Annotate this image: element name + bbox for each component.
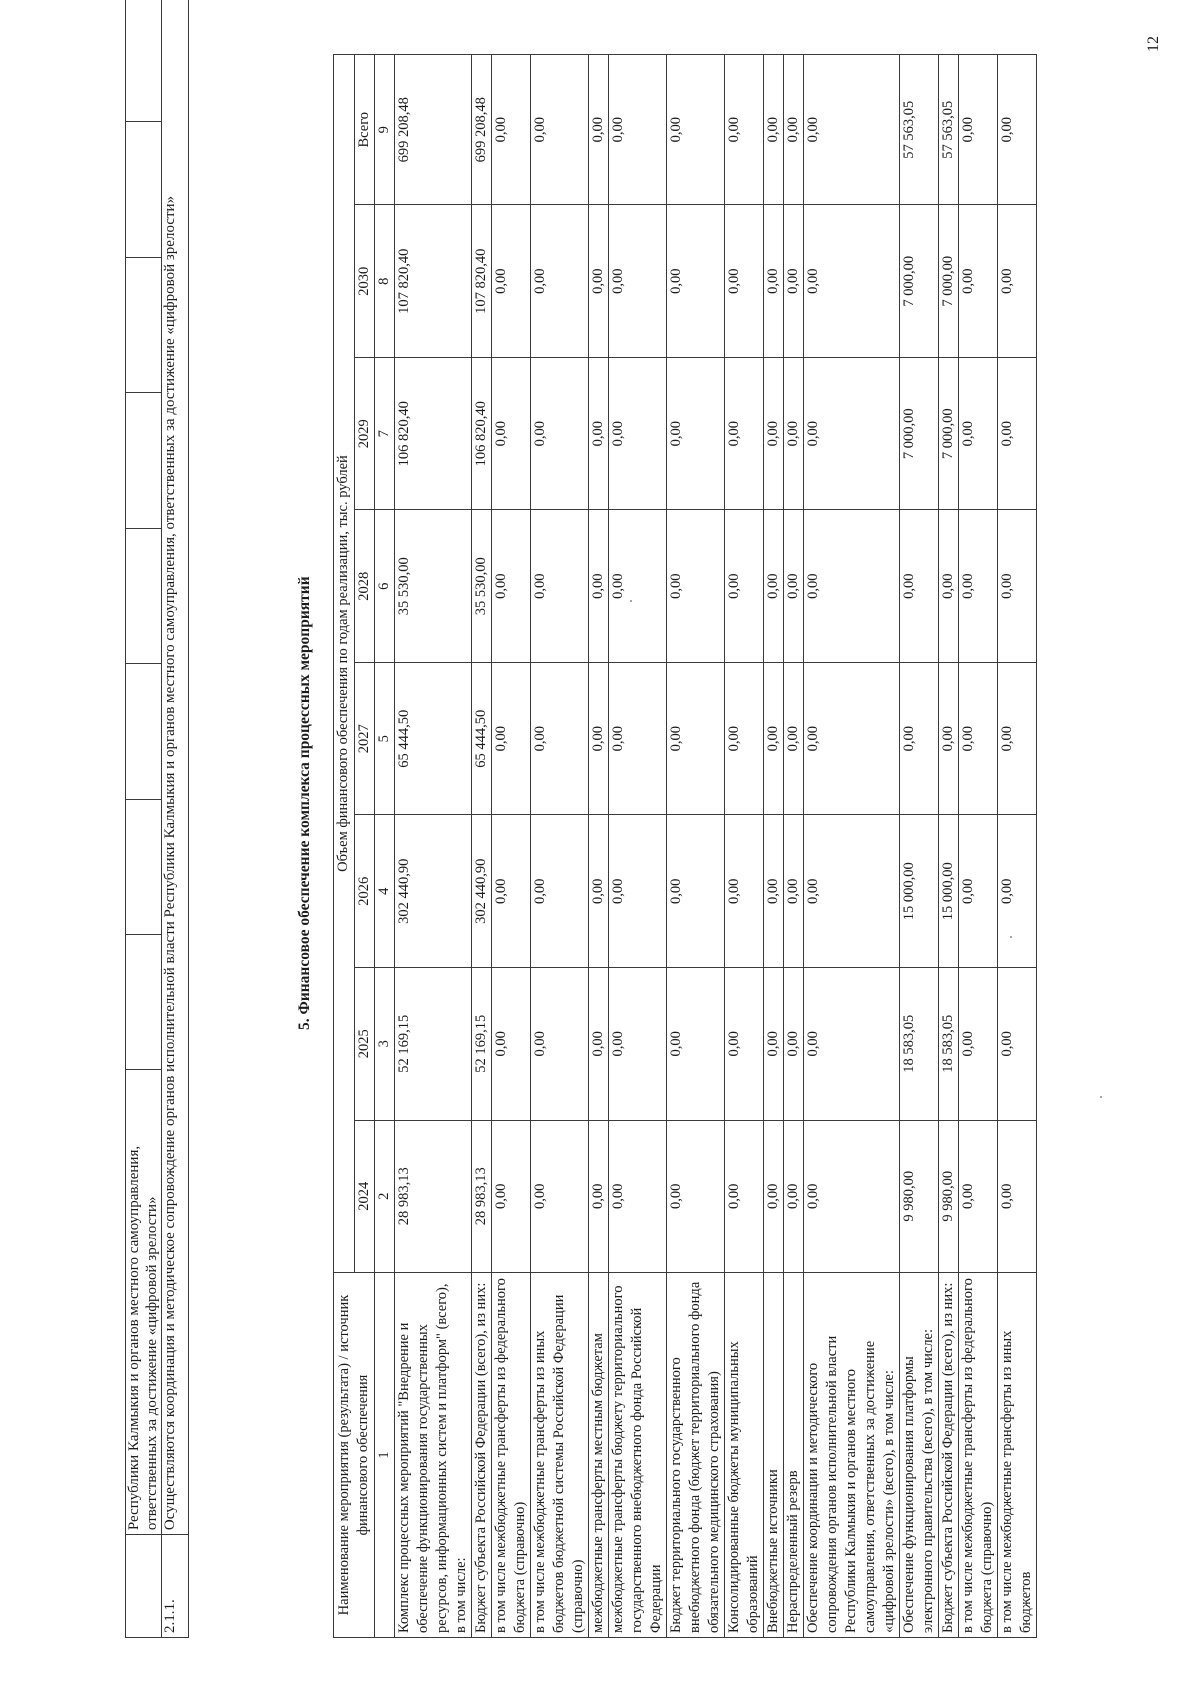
column-number-cell: 3 — [375, 968, 395, 1121]
value-cell: 15 000,00 — [900, 815, 939, 968]
year-header-cell: Всего — [354, 55, 375, 205]
value-cell: 0,00 — [998, 1120, 1037, 1273]
value-cell: 0,00 — [667, 205, 725, 358]
top-table-row-2-1-1 — [162, 0, 189, 1638]
header-volume: Объем финансового обеспечения по годам реализации, тыс. рублей — [334, 55, 355, 1273]
column-number-cell: 6 — [375, 510, 395, 663]
value-cell: 35 530,00 — [472, 510, 492, 663]
section-title: 5. Финансовое обеспечение комплекса процессных мероприятий — [296, 576, 313, 1030]
value-cell: 9 980,00 — [939, 1120, 959, 1273]
source-cell: Комплекс процессных мероприятий "Внедрение и обеспечение функционирования государственных ресурсов, информационных систем и платформ" (всего), в том числе: — [395, 1273, 472, 1638]
value-cell: 0,00 — [959, 357, 998, 510]
value-cell: 0,00 — [609, 968, 667, 1121]
value-cell: 0,00 — [531, 1120, 589, 1273]
value-cell: 0,00 — [725, 510, 764, 663]
table-row — [959, 55, 998, 1638]
value-cell: 0,00 — [764, 357, 784, 510]
year-header-cell: 2026 — [354, 815, 375, 968]
scan-speck — [1100, 1096, 1102, 1098]
value-cell: 0,00 — [492, 968, 531, 1121]
year-header-cell: 2028 — [354, 510, 375, 663]
empty-cell — [126, 934, 162, 1069]
value-cell: 0,00 — [939, 662, 959, 815]
value-cell: 0,00 — [725, 205, 764, 358]
scan-speck — [1010, 936, 1012, 938]
source-cell: межбюджетные трансферты бюджету территориального государственного внебюджетного фонда Российской Федерации — [609, 1273, 667, 1638]
value-cell: 0,00 — [589, 510, 609, 663]
value-cell: 0,00 — [784, 55, 804, 205]
value-cell: 0,00 — [667, 815, 725, 968]
top-table — [125, 0, 189, 1638]
value-cell: 0,00 — [959, 55, 998, 205]
value-cell: 0,00 — [998, 662, 1037, 815]
table-row — [764, 55, 784, 1638]
value-cell: 699 208,48 — [395, 55, 472, 205]
table-row — [939, 55, 959, 1638]
value-cell: 0,00 — [784, 815, 804, 968]
value-cell: 0,00 — [804, 1120, 900, 1273]
value-cell: 0,00 — [609, 510, 667, 663]
value-cell: 0,00 — [784, 1120, 804, 1273]
table-row — [531, 55, 589, 1638]
table-row — [784, 55, 804, 1638]
empty-cell — [126, 528, 162, 663]
value-cell: 302 440,90 — [472, 815, 492, 968]
column-number-cell: 4 — [375, 815, 395, 968]
table-row — [804, 55, 900, 1638]
year-header-cell: 2030 — [354, 205, 375, 358]
value-cell: 28 983,13 — [472, 1120, 492, 1273]
value-cell: 0,00 — [764, 205, 784, 358]
value-cell: 0,00 — [725, 1120, 764, 1273]
source-cell: Бюджет субъекта Российской Федерации (всего), из них: — [472, 1273, 492, 1638]
value-cell: 107 820,40 — [472, 205, 492, 358]
value-cell: 0,00 — [804, 815, 900, 968]
value-cell: 0,00 — [667, 55, 725, 205]
top-table-row-continued — [126, 0, 162, 1638]
value-cell: 0,00 — [764, 1120, 784, 1273]
value-cell: 0,00 — [531, 205, 589, 358]
empty-cell — [126, 122, 162, 257]
value-cell: 0,00 — [725, 55, 764, 205]
source-cell: в том числе межбюджетные трансферты из иных бюджетов бюджетной системы Российской Федерации (справочно) — [531, 1273, 589, 1638]
value-cell: 0,00 — [959, 1120, 998, 1273]
value-cell: 0,00 — [764, 968, 784, 1121]
financing-table — [333, 54, 1037, 1638]
value-cell: 7 000,00 — [900, 205, 939, 358]
value-cell: 0,00 — [492, 510, 531, 663]
source-cell: Бюджет субъекта Российской Федерации (всего), из них: — [939, 1273, 959, 1638]
value-cell: 699 208,48 — [472, 55, 492, 205]
value-cell: 0,00 — [959, 662, 998, 815]
source-cell: Консолидированные бюджеты муниципальных образований — [725, 1273, 764, 1638]
year-header-cell: 2027 — [354, 662, 375, 815]
value-cell: 0,00 — [804, 968, 900, 1121]
value-cell: 0,00 — [609, 662, 667, 815]
value-cell: 0,00 — [900, 662, 939, 815]
value-cell: 57 563,05 — [900, 55, 939, 205]
table-row — [589, 55, 609, 1638]
value-cell: 0,00 — [667, 510, 725, 663]
value-cell: 0,00 — [492, 205, 531, 358]
table-row — [900, 55, 939, 1638]
header-source: Наименование мероприятия (результата) / источник финансового обеспечения — [334, 1273, 375, 1638]
value-cell: 0,00 — [804, 662, 900, 815]
value-cell: 0,00 — [784, 357, 804, 510]
value-cell: 0,00 — [667, 357, 725, 510]
value-cell: 0,00 — [492, 55, 531, 205]
value-cell: 0,00 — [804, 205, 900, 358]
value-cell: 0,00 — [998, 55, 1037, 205]
header-row — [334, 55, 355, 1638]
source-cell: в том числе межбюджетные трансферты из иных бюджетов — [998, 1273, 1037, 1638]
table-row — [667, 55, 725, 1638]
value-cell: 9 980,00 — [900, 1120, 939, 1273]
value-cell: 0,00 — [667, 662, 725, 815]
value-cell: 106 820,40 — [395, 357, 472, 510]
source-cell: Внебюджетные источники — [764, 1273, 784, 1638]
value-cell: 0,00 — [784, 662, 804, 815]
value-cell: 0,00 — [725, 815, 764, 968]
value-cell: 52 169,15 — [472, 968, 492, 1121]
value-cell: 302 440,90 — [395, 815, 472, 968]
value-cell: 0,00 — [531, 357, 589, 510]
value-cell: 7 000,00 — [939, 357, 959, 510]
value-cell: 0,00 — [998, 205, 1037, 358]
value-cell: 65 444,50 — [395, 662, 472, 815]
table-row — [725, 55, 764, 1638]
value-cell: 0,00 — [784, 510, 804, 663]
value-cell: 0,00 — [764, 662, 784, 815]
value-cell: 0,00 — [725, 968, 764, 1121]
value-cell: 0,00 — [589, 357, 609, 510]
value-cell: 0,00 — [784, 205, 804, 358]
value-cell: 7 000,00 — [900, 357, 939, 510]
value-cell: 0,00 — [492, 662, 531, 815]
value-cell: 0,00 — [804, 510, 900, 663]
value-cell: 0,00 — [804, 357, 900, 510]
year-header-cell: 2029 — [354, 357, 375, 510]
empty-cell — [126, 799, 162, 934]
source-cell: Бюджет территориального государственного внебюджетного фонда (бюджет территориального фонда обязательного медицинского страхования) — [667, 1273, 725, 1638]
table-row — [472, 55, 492, 1638]
value-cell: 0,00 — [609, 815, 667, 968]
value-cell: 0,00 — [609, 205, 667, 358]
column-number-cell: 1 — [375, 1273, 395, 1638]
value-cell: 65 444,50 — [472, 662, 492, 815]
table-row — [492, 55, 531, 1638]
value-cell: 7 000,00 — [939, 205, 959, 358]
value-cell: 0,00 — [804, 55, 900, 205]
value-cell: 0,00 — [492, 1120, 531, 1273]
value-cell: 0,00 — [900, 510, 939, 663]
source-cell: межбюджетные трансферты местным бюджетам — [589, 1273, 609, 1638]
value-cell: 0,00 — [998, 510, 1037, 663]
value-cell: 0,00 — [667, 968, 725, 1121]
source-cell: Обеспечение координации и методического сопровождения органов исполнительной власти Республики Калмыкия и органов местного самоуправления, ответственных за достижение «цифровой зрелости» (всего), в том числе: — [804, 1273, 900, 1638]
value-cell: 0,00 — [609, 357, 667, 510]
value-cell: 0,00 — [959, 510, 998, 663]
column-number-cell: 5 — [375, 662, 395, 815]
value-cell: 0,00 — [589, 968, 609, 1121]
scan-speck — [630, 600, 632, 602]
empty-cell — [126, 257, 162, 392]
value-cell: 0,00 — [531, 55, 589, 205]
value-cell: 0,00 — [764, 55, 784, 205]
value-cell: 0,00 — [492, 815, 531, 968]
value-cell: 0,00 — [998, 968, 1037, 1121]
column-number-cell: 8 — [375, 205, 395, 358]
page-number: 12 — [1145, 36, 1162, 52]
year-header-cell: 2024 — [354, 1120, 375, 1273]
row-number-cell: 2.1.1. — [162, 1535, 189, 1638]
source-cell: в том числе межбюджетные трансферты из федерального бюджета (справочно) — [492, 1273, 531, 1638]
value-cell: 0,00 — [531, 815, 589, 968]
value-cell: 0,00 — [589, 55, 609, 205]
table-row — [998, 55, 1037, 1638]
row-text-cell: Республики Калмыкия и органов местного самоуправления, ответственных за достижение «цифровой зрелости» — [126, 1070, 162, 1535]
column-number-row — [375, 55, 395, 1638]
value-cell: 18 583,05 — [900, 968, 939, 1121]
empty-cell — [126, 0, 162, 122]
empty-cell — [126, 664, 162, 799]
value-cell: 0,00 — [667, 1120, 725, 1273]
source-cell: Нераспределенный резерв — [784, 1273, 804, 1638]
value-cell: 0,00 — [998, 357, 1037, 510]
value-cell: 28 983,13 — [395, 1120, 472, 1273]
value-cell: 0,00 — [959, 968, 998, 1121]
column-number-cell: 7 — [375, 357, 395, 510]
value-cell: 0,00 — [959, 205, 998, 358]
value-cell: 0,00 — [784, 968, 804, 1121]
value-cell: 18 583,05 — [939, 968, 959, 1121]
value-cell: 107 820,40 — [395, 205, 472, 358]
value-cell: 0,00 — [998, 815, 1037, 968]
source-cell: Обеспечение функционирования платформы электронного правительства (всего), в том числе: — [900, 1273, 939, 1638]
value-cell: 0,00 — [589, 662, 609, 815]
value-cell: 106 820,40 — [472, 357, 492, 510]
value-cell: 0,00 — [589, 815, 609, 968]
row-text-cell: Осуществляются координация и методическое сопровождение органов исполнительной власти Республики Калмыкия и органов местного самоуправления, ответственных за достижение «цифровой зрелости» — [162, 0, 189, 1535]
value-cell: 15 000,00 — [939, 815, 959, 968]
value-cell: 0,00 — [939, 510, 959, 663]
value-cell: 0,00 — [531, 662, 589, 815]
value-cell: 35 530,00 — [395, 510, 472, 663]
value-cell: 57 563,05 — [939, 55, 959, 205]
value-cell: 0,00 — [531, 510, 589, 663]
table-row — [609, 55, 667, 1638]
value-cell: 0,00 — [492, 357, 531, 510]
value-cell: 0,00 — [609, 1120, 667, 1273]
value-cell: 0,00 — [589, 1120, 609, 1273]
value-cell: 0,00 — [959, 815, 998, 968]
year-header-cell: 2025 — [354, 968, 375, 1121]
value-cell: 0,00 — [725, 662, 764, 815]
column-number-cell: 2 — [375, 1120, 395, 1273]
row-number-cell — [126, 1535, 162, 1638]
value-cell: 0,00 — [764, 815, 784, 968]
value-cell: 0,00 — [589, 205, 609, 358]
column-number-cell: 9 — [375, 55, 395, 205]
value-cell: 0,00 — [531, 968, 589, 1121]
table-row — [395, 55, 472, 1638]
value-cell: 0,00 — [764, 510, 784, 663]
value-cell: 52 169,15 — [395, 968, 472, 1121]
value-cell: 0,00 — [609, 55, 667, 205]
value-cell: 0,00 — [725, 357, 764, 510]
source-cell: в том числе межбюджетные трансферты из федерального бюджета (справочно) — [959, 1273, 998, 1638]
empty-cell — [126, 393, 162, 528]
